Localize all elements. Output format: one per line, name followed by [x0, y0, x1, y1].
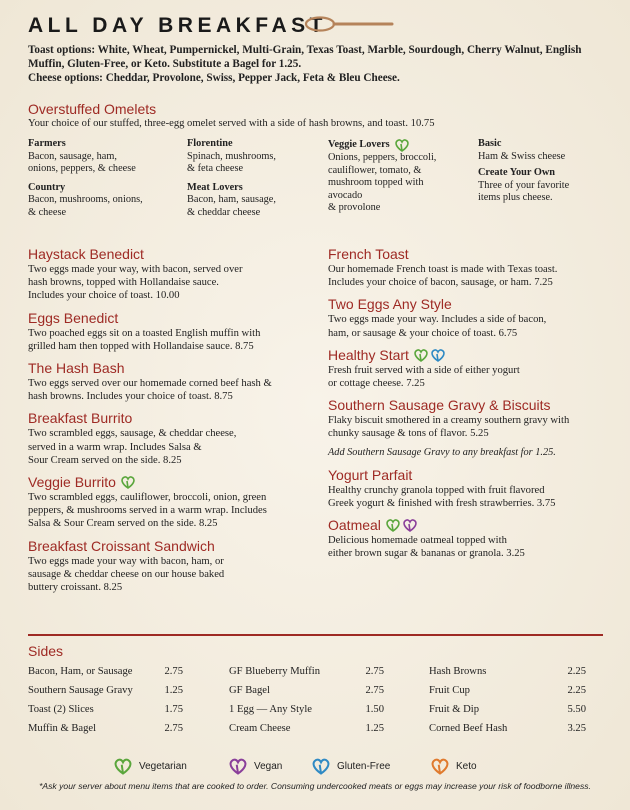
omelet-florentine-name: Florentine: [187, 138, 233, 149]
item-desc-line: Salsa & Sour Cream served on the side. 8.25: [28, 518, 218, 530]
item-desc: [28, 377, 318, 403]
omelet-veggie-desc4: avocado: [328, 189, 363, 201]
omelet-veggie-desc5: & provolone: [328, 202, 381, 214]
item-title: Breakfast Croissant Sandwich: [28, 537, 215, 554]
side-price: 5.50: [567, 704, 586, 715]
item-title: Healthy Start: [328, 346, 409, 363]
item-desc-line: Sour Cream served on the side. 8.25: [28, 454, 182, 466]
side-name: Muffin & Bagel: [28, 723, 97, 734]
item-desc-line: either brown sugar & bananas or granola. 3.25: [328, 548, 525, 560]
side-price: 2.25: [567, 666, 586, 677]
sides-col-1: [28, 662, 183, 738]
menu-item-hash-bash: [28, 360, 318, 403]
item-title: Yogurt Parfait: [328, 466, 413, 483]
item-desc-line: ham, or sausage & your choice of toast. 6.75: [328, 327, 518, 339]
item-title: Southern Sausage Gravy & Biscuits: [328, 397, 551, 414]
item-desc-line: Flaky biscuit smothered in a creamy southern gravy with: [328, 415, 570, 427]
gravy-addon-note: Add Southern Sausage Gravy to any breakfast for 1.25.: [328, 446, 556, 458]
side-row: [429, 719, 586, 738]
item-title: Haystack Benedict: [28, 246, 144, 262]
item-desc-line: served in a warm wrap. Includes Salsa &: [28, 441, 202, 453]
side-name: Fruit & Dip: [429, 704, 480, 715]
omelet-veggie-desc3: mushroom topped with: [328, 177, 424, 189]
side-price: 1.25: [164, 685, 183, 696]
item-desc-line: Greek yogurt & finished with fresh strawberries. 3.75: [328, 497, 556, 509]
menu-item-breakfast-burrito: [28, 410, 318, 467]
item-desc-line: Two scrambled eggs, sausage, & cheddar cheese,: [28, 428, 237, 440]
item-desc-line: hash browns, topped with Hollandaise sauce.: [28, 277, 219, 289]
item-desc-line: sausage & cheddar cheese on our house baked: [28, 568, 225, 580]
side-row: [28, 662, 183, 681]
omelet-custom-desc: Three of your favorite: [478, 179, 570, 191]
item-desc-line: Two scrambled eggs, cauliflower, broccoli, onion, green: [28, 492, 267, 504]
menu-item-eggs-benedict: [28, 310, 318, 353]
sides-col-3: [429, 662, 586, 738]
omelet-country-desc: Bacon, mushrooms, onions,: [28, 194, 143, 206]
sides-col-2: [229, 662, 384, 738]
legend-label: Vegetarian: [139, 760, 187, 772]
item-desc-line: buttery croissant. 8.25: [28, 582, 123, 594]
side-price: 1.50: [365, 704, 384, 715]
spoon-icon: [303, 15, 395, 33]
omelet-veggie-heading: [328, 138, 436, 152]
item-title: Breakfast Burrito: [28, 410, 133, 427]
item-desc-line: Two eggs served over our homemade corned beef hash &: [28, 378, 272, 390]
omelet-farmers-desc2: onions, peppers, & cheese: [28, 163, 136, 175]
gluten-free-leaf-icon: [430, 348, 446, 362]
side-row: [229, 662, 384, 681]
item-desc-line: or cottage cheese. 7.25: [328, 378, 425, 390]
side-row: [429, 681, 586, 700]
omelets-desc: Your choice of our stuffed, three-egg omelet served with a side of hash browns, and toast. 10.75: [28, 118, 435, 129]
menu-item-sausage-gravy: [328, 397, 618, 440]
keto-leaf-icon: [430, 757, 450, 775]
page-title: ALL DAY BREAKFAST: [28, 14, 327, 37]
side-row: [429, 700, 586, 719]
food-safety-disclaimer: *Ask your server about menu items that are cooked to order. Consuming undercooked meats or eggs may increase your risk of foodborne illness.: [39, 781, 591, 791]
omelet-col-3: [328, 138, 436, 215]
side-row: [429, 662, 586, 681]
side-price: 1.75: [164, 704, 183, 715]
legend-label: Keto: [456, 760, 477, 772]
menu-item-healthy-start: [328, 347, 618, 390]
item-desc-line: Two eggs made your way. Includes a side of bacon,: [328, 314, 547, 326]
item-desc-line: Our homemade French toast is made with Texas toast.: [328, 264, 558, 275]
item-title: The Hash Bash: [28, 360, 125, 377]
vegetarian-leaf-icon: [385, 518, 401, 532]
omelet-col-2: [187, 138, 276, 220]
menu-item-oatmeal: [328, 517, 618, 560]
menu-item-croissant-sandwich: [28, 538, 318, 595]
omelet-farmers-desc: Bacon, sausage, ham,: [28, 150, 117, 162]
side-row: [28, 681, 183, 700]
omelets-title: Overstuffed Omelets: [28, 101, 157, 117]
omelet-veggie-desc2: cauliflower, tomato, &: [328, 164, 422, 176]
omelet-country-name: Country: [28, 181, 66, 193]
side-row: [28, 719, 183, 738]
side-name: Corned Beef Hash: [429, 723, 508, 734]
side-name: Fruit Cup: [429, 685, 470, 696]
item-desc-line: peppers, & mushrooms served in a warm wrap. Includes: [28, 505, 267, 517]
side-price: 1.25: [365, 723, 384, 734]
item-title: Two Eggs Any Style: [328, 296, 452, 313]
omelet-meat-name: Meat Lovers: [187, 181, 243, 193]
side-price: 2.25: [567, 685, 586, 696]
item-desc: [328, 263, 618, 289]
menu-item-veggie-burrito: [28, 474, 318, 531]
item-desc-line: Two poached eggs sit on a toasted English muffin with: [28, 327, 261, 339]
omelet-meat-desc2: & cheddar cheese: [187, 206, 261, 218]
omelet-col-4: [478, 138, 569, 205]
side-row: [229, 719, 384, 738]
cheese-options: Cheese options: Cheddar, Provolone, Swiss, Pepper Jack, Feta & Bleu Cheese.: [28, 72, 400, 84]
vegetarian-leaf-icon: [113, 757, 133, 775]
item-title-row: [328, 517, 618, 533]
item-desc: [28, 555, 318, 595]
item-desc: [28, 427, 318, 467]
item-title: French Toast: [328, 246, 409, 262]
item-desc-line: Delicious homemade oatmeal topped with: [328, 535, 507, 547]
menu-item-yogurt-parfait: [328, 467, 618, 510]
item-desc-line: Two eggs made your way with bacon, ham, or: [28, 555, 224, 567]
item-desc: [28, 491, 318, 531]
item-desc-line: hash browns. Includes your choice of toast. 8.75: [28, 391, 233, 403]
menu-item-haystack: [28, 246, 318, 303]
side-name: Toast (2) Slices: [28, 704, 94, 715]
omelet-basic-name: Basic: [478, 138, 502, 149]
item-desc: [328, 534, 618, 560]
legend-keto: [430, 757, 477, 775]
item-title-row: [328, 347, 618, 363]
side-name: Hash Browns: [429, 666, 487, 677]
toast-options: Toast options: White, Wheat, Pumpernickel, Multi-Grain, Texas Toast, Marble, Sourdough, Cherry Walnut, English: [28, 44, 582, 56]
item-desc-line: grilled ham then topped with Hollandaise sauce. 8.75: [28, 340, 254, 352]
item-desc-line: chunky sausage & tons of flavor. 5.25: [328, 428, 489, 440]
side-row: [28, 700, 183, 719]
gluten-free-leaf-icon: [311, 757, 331, 775]
vegetarian-leaf-icon: [120, 475, 136, 489]
omelet-custom-desc2: items plus cheese.: [478, 192, 553, 204]
side-name: Bacon, Ham, or Sausage: [28, 666, 133, 677]
omelet-farmers-name: Farmers: [28, 138, 66, 149]
item-desc-line: Includes your choice of bacon, sausage, or ham. 7.25: [328, 277, 553, 289]
side-price: 3.25: [567, 723, 586, 734]
side-name: GF Blueberry Muffin: [229, 666, 321, 677]
item-title: Oatmeal: [328, 517, 381, 534]
toast-options-cont: Muffin, Gluten-Free, or Keto. Substitute a Bagel for 1.25.: [28, 58, 302, 70]
side-name: Cream Cheese: [229, 723, 291, 734]
item-title: Veggie Burrito: [28, 474, 116, 491]
sides-divider: [28, 634, 603, 636]
item-desc: [28, 263, 318, 303]
item-desc: [328, 484, 618, 510]
side-row: [229, 681, 384, 700]
item-title: Eggs Benedict: [28, 309, 119, 326]
vegan-leaf-icon: [228, 757, 248, 775]
legend-label: Gluten-Free: [337, 760, 391, 772]
menu-item-two-eggs: [328, 296, 618, 339]
vegan-leaf-icon: [402, 518, 418, 532]
item-desc: [28, 327, 318, 353]
legend-gluten-free: [311, 757, 390, 775]
omelet-florentine-desc: Spinach, mushrooms,: [187, 150, 276, 162]
side-name: GF Bagel: [229, 685, 270, 696]
side-name: Southern Sausage Gravy: [28, 685, 133, 696]
side-price: 2.75: [365, 685, 384, 696]
legend-label: Vegan: [254, 760, 283, 772]
omelet-country-desc2: & cheese: [28, 206, 67, 218]
item-desc-line: Two eggs made your way, with bacon, served over: [28, 264, 243, 275]
item-desc-line: Includes your choice of toast. 10.00: [28, 290, 180, 302]
legend-vegan: [228, 757, 282, 775]
item-desc: [328, 364, 618, 390]
left-menu-column: [28, 246, 318, 601]
intro-options: [28, 43, 608, 85]
vegetarian-leaf-icon: [413, 348, 429, 362]
side-price: 2.75: [164, 723, 183, 734]
side-name: 1 Egg — Any Style: [229, 704, 312, 715]
omelet-meat-desc: Bacon, ham, sausage,: [187, 194, 276, 206]
item-desc-line: Fresh fruit served with a side of either yogurt: [328, 364, 520, 376]
omelet-basic-desc: Ham & Swiss cheese: [478, 150, 566, 162]
item-desc: [328, 313, 618, 339]
item-desc: [328, 414, 618, 440]
menu-item-french-toast: [328, 246, 618, 289]
item-title-row: [28, 474, 318, 490]
vegetarian-leaf-icon: [394, 138, 410, 152]
omelet-col-1: [28, 138, 143, 220]
right-menu-column: [328, 246, 618, 567]
item-desc-line: Healthy crunchy granola topped with fruit flavored: [328, 484, 545, 496]
sides-title: Sides: [28, 643, 64, 659]
omelet-veggie-desc: Onions, peppers, broccoli,: [328, 152, 437, 163]
omelet-florentine-desc2: & feta cheese: [187, 163, 244, 175]
omelet-veggie-name: Veggie Lovers: [328, 138, 390, 150]
side-price: 2.75: [365, 666, 384, 677]
side-price: 2.75: [164, 666, 183, 677]
omelet-custom-name: Create Your Own: [478, 167, 556, 179]
legend-vegetarian: [113, 757, 187, 775]
side-row: [229, 700, 384, 719]
